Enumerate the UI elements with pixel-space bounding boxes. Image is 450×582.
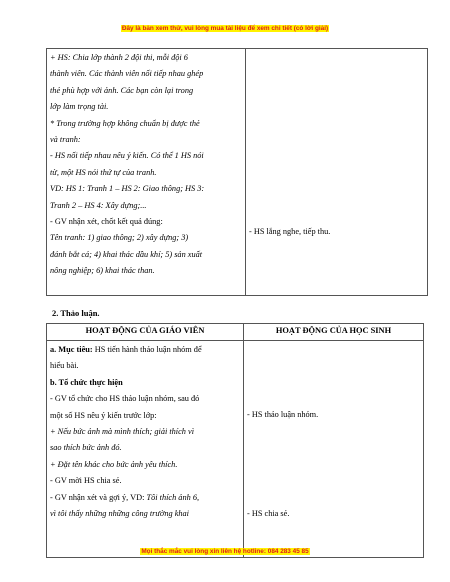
text-line: + Đặt tên khác cho bức ảnh yêu thích.	[50, 459, 178, 469]
text-line: Tên tranh: 1) giao thông; 2) xây dựng; 3)	[50, 233, 189, 243]
activity-table-2	[46, 323, 424, 558]
student-response: - HS chia sẻ.	[247, 509, 290, 518]
teacher-line: vì tôi thấy những những công trường khai	[50, 509, 189, 519]
objective-line: a. Mục tiêu: HS tiến hành thảo luận nhóm để	[50, 345, 202, 354]
student-response: - HS lắng nghe, tiếp thu.	[249, 227, 331, 236]
text-line: Tranh 2 – HS 4: Xây dựng;...	[50, 200, 147, 210]
activity-table-1	[46, 48, 428, 296]
hotline-banner: Mọi thắc mắc vui lòng xin liên hệ hotline: 084 283 45 85	[141, 548, 309, 555]
text-line: thẻ phù hợp với ảnh. Các bạn còn lại trong	[50, 85, 194, 95]
text-line: sao thích bức ảnh đó.	[50, 443, 122, 453]
text-line: một số HS nêu ý kiến trước lớp:	[50, 410, 157, 420]
student-activity-cell	[246, 49, 428, 296]
text-line: - GV nhận xét, chốt kết quả đúng:	[50, 217, 163, 227]
text-line: - HS nối tiếp nhau nêu ý kiến. Có thể 1 HS nói	[50, 151, 204, 161]
text-line: từ, một HS nói thứ tự của tranh.	[50, 167, 157, 177]
teacher-activity-cell	[47, 341, 244, 558]
organization-heading: b. Tổ chức thực hiện	[50, 377, 123, 387]
text-line: VD: HS 1: Tranh 1 – HS 2: Giao thông; HS 3:	[50, 184, 205, 194]
student-response: - HS thảo luận nhóm.	[247, 410, 319, 419]
text-line: đánh bắt cá; 4) khai thác dầu khí; 5) sản xuất	[50, 249, 203, 259]
text-line: nông nghiệp; 6) khai thác than.	[50, 266, 155, 276]
text-line: - GV tổ chức cho HS thảo luận nhóm, sau đó	[50, 394, 200, 404]
section-heading: 2. Thảo luận.	[52, 308, 100, 318]
objective-line-2: hiểu bài.	[50, 361, 79, 371]
teacher-line: - GV nhận xét và gợi ý, VD: Tôi thích ảnh 6,	[50, 492, 200, 502]
text-line: thành viên. Các thành viên nối tiếp nhau ghép	[50, 69, 204, 79]
text-line: + Nếu bức ảnh mà mình thích; giải thích vì	[50, 427, 195, 437]
text-line: lớp làm trọng tài.	[50, 102, 109, 112]
text-line: * Trong trường hợp không chuẩn bị được thẻ	[50, 118, 200, 128]
text-line: + HS: Chia lớp thành 2 đội thi, mỗi đội 6	[50, 53, 188, 62]
student-column-header: HOẠT ĐỘNG CỦA HỌC SINH	[244, 324, 424, 341]
teacher-column-header: HOẠT ĐỘNG CỦA GIÁO VIÊN	[47, 324, 244, 341]
text-line: - GV mời HS chia sẻ.	[50, 476, 122, 486]
text-line: và tranh:	[50, 135, 81, 145]
student-activity-cell	[244, 341, 424, 558]
preview-banner: Đây là bản xem thử, vui lòng mua tài liệu để xem chi tiết (có lời giải)	[121, 25, 329, 32]
teacher-activity-cell	[47, 49, 246, 296]
